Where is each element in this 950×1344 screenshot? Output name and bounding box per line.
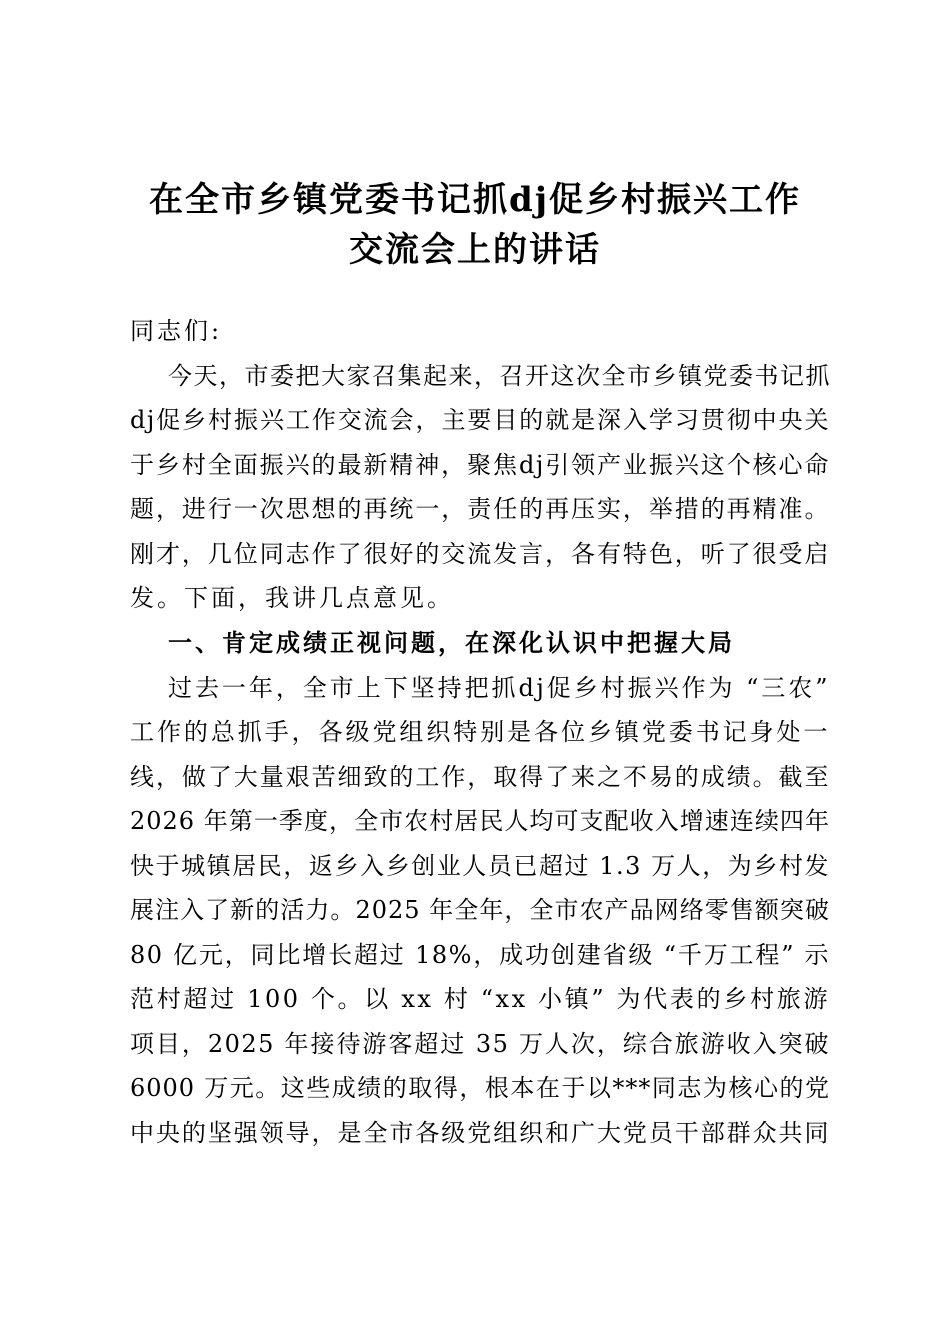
paragraph-2-line: 范村超过 100 个。以 xx 村 “xx 小镇” 为代表的乡村旅游 bbox=[130, 985, 830, 1013]
paragraph-1-line: 今天，市委把大家召集起来，召开这次全市乡镇党委书记抓 bbox=[168, 362, 831, 390]
paragraph-1-line: 发。下面，我讲几点意见。 bbox=[130, 584, 454, 612]
paragraph-2-line: 工作的总抓手，各级党组织特别是各位乡镇党委书记身处一 bbox=[130, 718, 830, 746]
paragraph-2-line: 6000 万元。这些成绩的取得，根本在于以***同志为核心的党 bbox=[130, 1074, 830, 1102]
document-title-line-1: 在全市乡镇党委书记抓dj促乡村振兴工作 bbox=[148, 180, 802, 220]
paragraph-2-line: 中央的坚强领导，是全市各级党组织和广大党员干部群众共同 bbox=[130, 1119, 830, 1147]
paragraph-2-line: 80 亿元，同比增长超过 18%，成功创建省级 “千万工程” 示 bbox=[130, 941, 830, 969]
paragraph-1-line: 刚才，几位同志作了很好的交流发言，各有特色，听了很受启 bbox=[130, 540, 830, 568]
salutation: 同志们: bbox=[130, 317, 223, 345]
paragraph-1-line: 题，进行一次思想的再统一，责任的再压实，举措的再精准。 bbox=[130, 495, 830, 523]
paragraph-2-line: 展注入了新的活力。2025 年全年，全市农产品网络零售额突破 bbox=[130, 896, 830, 924]
paragraph-2-line: 快于城镇居民，返乡入乡创业人员已超过 1.3 万人，为乡村发 bbox=[130, 852, 830, 880]
paragraph-2-line: 线，做了大量艰苦细致的工作，取得了来之不易的成绩。截至 bbox=[130, 763, 830, 791]
paragraph-2-line: 项目，2025 年接待游客超过 35 万人次，综合旅游收入突破 bbox=[130, 1030, 830, 1058]
document-title-line-2: 交流会上的讲话 bbox=[349, 230, 601, 270]
paragraph-2-line: 2026 年第一季度，全市农村居民人均可支配收入增速连续四年 bbox=[130, 807, 830, 835]
section-heading-1: 一、肯定成绩正视问题，在深化认识中把握大局 bbox=[168, 628, 735, 657]
paragraph-1-line: 于乡村全面振兴的最新精神，聚焦dj引领产业振兴这个核心命 bbox=[130, 451, 830, 479]
paragraph-2-line: 过去一年，全市上下坚持把抓dj促乡村振兴作为 “三农” bbox=[168, 674, 830, 702]
paragraph-1-line: dj促乡村振兴工作交流会，主要目的就是深入学习贯彻中央关 bbox=[130, 406, 830, 434]
